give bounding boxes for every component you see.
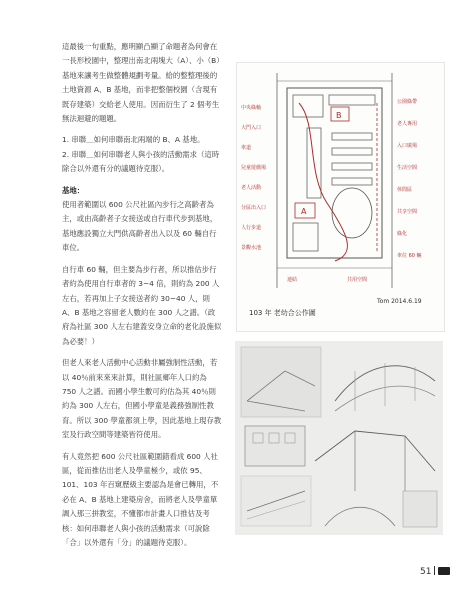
note-left-4: 兒童遊戲場 (241, 165, 267, 171)
pencil-sketch-collage (235, 341, 443, 535)
note-left-1: 中央綠軸 (241, 105, 262, 111)
intro-paragraph: 這最後一句重點，應明顯凸顯了命題者為何會在一長形校園中，整理出南北兩塊大（A）、小（B）基地來讓考生做整體規劃考量。給的整整理後的土地資源 A、B 基地，而非把整個校園（含現有既存建築）交給老人使用。因而衍生了 2 個考生無法迴避的題題。 (62, 42, 220, 124)
note-left-3: 車道 (241, 145, 252, 151)
note-left-5: 老人活動 (241, 185, 262, 191)
note-right-5: 休閒區 (397, 187, 413, 193)
sketch-caption: 103 年 老幼合公作圖 (249, 309, 316, 317)
note-bottom-1: 連結 (287, 277, 298, 283)
list-item-1: 1. 串聯＿如何串聯南北兩端的 B、A 基地。 (62, 135, 205, 145)
note-bottom-2: 共用空間 (347, 277, 368, 283)
page-number: 51 (420, 567, 432, 577)
zone-label-b: B (336, 111, 342, 120)
paragraph-population: 但老人來老人活動中心活動非屬強制性活動，若以 40％前來來來計算，則社區鄉年人口約為 750 人之譜。而國小學生數可約估為其 40％則約為 300 人左右，但國小學童是義務強制性教育。所以 300 學童都須上學，因此基地上現存教室及行政空間等建築皆符使用。 (62, 358, 222, 440)
pencil-sketch-drawing (235, 341, 443, 535)
sketch-signature: Tom 2014.6.19 (377, 298, 422, 305)
note-right-7: 綠化 (397, 231, 408, 237)
footer-divider (434, 566, 435, 575)
note-left-6: 分區出入口 (241, 205, 267, 211)
note-left-2: 大門入口 (241, 125, 262, 131)
note-right-8: 車位 60 輛 (397, 253, 422, 259)
paragraph-misreading: 有人竟然把 600 公尺社區範圍錯看成 600 人社區，從而推估出老人及學童極少，或依 95、101、103 年百窺歷級主要認為是會已轉用，不必在 A、B 基地上建築房舍，而將老人及學童單調入那三拼教室，不懂都市計畫人口推估及考核：如何串聯老人與小孩的活動需求（可說除「合」以外還有「分」的議題待克服）。 (62, 451, 219, 547)
paragraph-site: 使用者範圍以 600 公尺社區內步行之高齡者為主，或由高齡者子女接送或自行車代步到基地，基地應設獨立大門供高齡者出入以及 60 輛自行車位。 (62, 200, 218, 253)
note-right-2: 老人專用 (397, 121, 418, 127)
paragraph-bicycle: 自行車 60 輛，但主要為步行者，所以推估步行者約為使用自行車者的 3~4 倍，則約為 200 人左右，若再加上子女接送者約 30~40 人，則 A、B 基地之容留老人數約在 300 人之譜。（政府為社區 300 人左右建蓋安身立命的老化設施似為必要！） (62, 264, 222, 346)
note-left-7: 人行步道 (241, 225, 262, 231)
publication-logo-icon (438, 567, 450, 575)
note-right-3: 入口廣場 (397, 143, 418, 149)
section-heading: 基地： (62, 185, 85, 195)
list-item-2: 2. 串聯＿如何串聯老人與小孩的活動需求（這時除合以外還有分的議題待克服）。 (62, 149, 220, 174)
site-plan-sketch (236, 62, 445, 332)
site-plan-drawing (237, 63, 444, 331)
note-left-8: 景觀水池 (241, 245, 262, 251)
note-right-4: 生活空間 (397, 165, 418, 171)
zone-label-a: A (301, 207, 307, 216)
page-footer (420, 566, 450, 577)
note-right-1: 公園綠帶 (397, 99, 418, 105)
note-right-6: 共享空間 (397, 209, 418, 215)
article-text-column (62, 40, 222, 550)
